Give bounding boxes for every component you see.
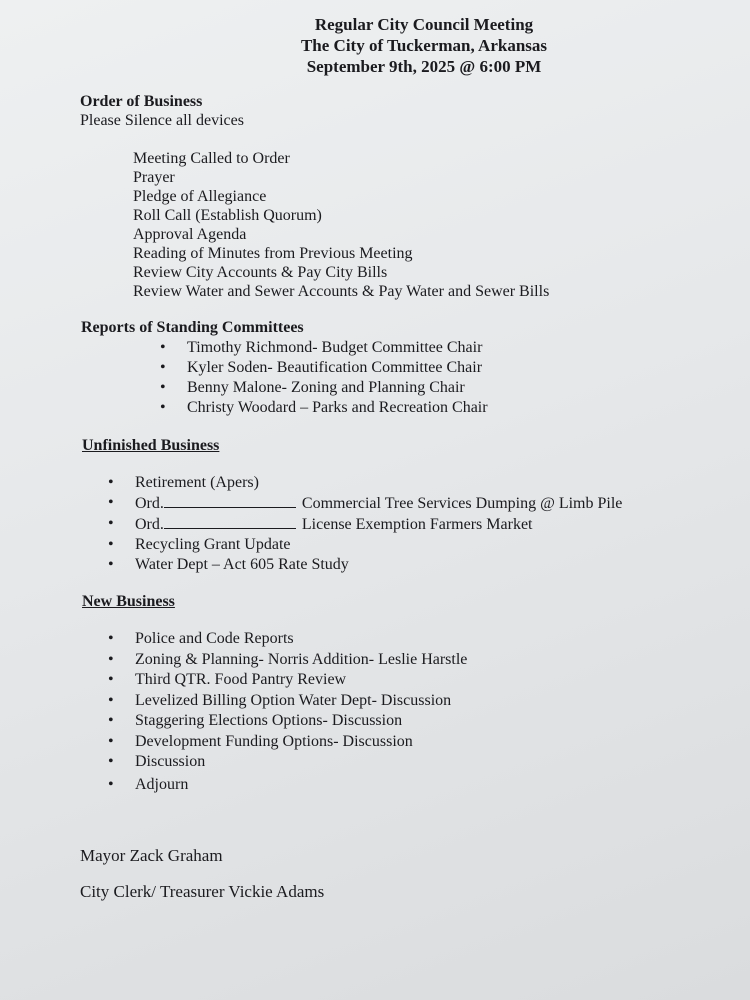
standing-committees-list bbox=[160, 338, 488, 418]
clerk-signature-line: City Clerk/ Treasurer Vickie Adams bbox=[80, 882, 325, 901]
list-item: Roll Call (Establish Quorum) bbox=[133, 207, 322, 224]
ordinance-number-blank bbox=[164, 493, 296, 508]
unfinished-business-heading: Unfinished Business bbox=[82, 437, 220, 454]
order-of-business-heading: Order of Business bbox=[80, 93, 203, 110]
unfinished-business-list bbox=[108, 473, 622, 575]
document-header bbox=[0, 14, 750, 77]
list-item: • Staggering Elections Options- Discussion bbox=[108, 711, 467, 732]
list-item: • Benny Malone- Zoning and Planning Chair bbox=[160, 378, 488, 398]
silence-devices-note: Please Silence all devices bbox=[80, 112, 244, 129]
list-item: Review Water and Sewer Accounts & Pay Water and Sewer Bills bbox=[133, 283, 550, 300]
order-of-business-section bbox=[80, 92, 244, 130]
meeting-date: September 9th, 2025 @ 6:00 PM bbox=[306, 57, 542, 76]
list-item: • Kyler Soden- Beautification Committee Chair bbox=[160, 358, 488, 378]
list-item: • Retirement (Apers) bbox=[108, 473, 622, 493]
list-item: Prayer bbox=[133, 169, 175, 186]
list-item: Approval Agenda bbox=[133, 226, 247, 243]
standing-committees-heading: Reports of Standing Committees bbox=[81, 319, 304, 336]
list-item: • Police and Code Reports bbox=[108, 629, 467, 650]
list-item: • Discussion bbox=[108, 752, 467, 773]
ordinance-title: License Exemption Farmers Market bbox=[301, 516, 533, 533]
meeting-title: Regular City Council Meeting bbox=[314, 15, 534, 34]
list-item: Reading of Minutes from Previous Meeting bbox=[133, 245, 413, 262]
mayor-signature-line: Mayor Zack Graham bbox=[80, 846, 223, 865]
list-item: Meeting Called to Order bbox=[133, 150, 290, 167]
list-item: • Water Dept – Act 605 Rate Study bbox=[108, 555, 622, 575]
list-item: • Zoning & Planning- Norris Addition- Leslie Harstle bbox=[108, 650, 467, 671]
ord-prefix: Ord. bbox=[135, 495, 164, 512]
new-business-list bbox=[108, 629, 467, 795]
list-item bbox=[108, 493, 622, 514]
list-item: • Christy Woodard – Parks and Recreation Chair bbox=[160, 398, 488, 418]
ord-prefix: Ord. bbox=[135, 516, 164, 533]
list-item: • Third QTR. Food Pantry Review bbox=[108, 670, 467, 691]
list-item: • Adjourn bbox=[108, 775, 467, 796]
new-business-heading: New Business bbox=[82, 593, 175, 610]
list-item: Pledge of Allegiance bbox=[133, 188, 267, 205]
list-item: • Timothy Richmond- Budget Committee Chair bbox=[160, 338, 488, 358]
ordinance-title: Commercial Tree Services Dumping @ Limb Pile bbox=[301, 495, 623, 512]
list-item bbox=[108, 514, 622, 535]
city-name: The City of Tuckerman, Arkansas bbox=[300, 36, 548, 55]
list-item: • Development Funding Options- Discussion bbox=[108, 732, 467, 753]
ordinance-number-blank bbox=[164, 514, 296, 529]
list-item: • Recycling Grant Update bbox=[108, 535, 622, 555]
list-item: • Levelized Billing Option Water Dept- Discussion bbox=[108, 691, 467, 712]
list-item: Review City Accounts & Pay City Bills bbox=[133, 264, 388, 281]
order-of-business-list bbox=[133, 149, 549, 301]
